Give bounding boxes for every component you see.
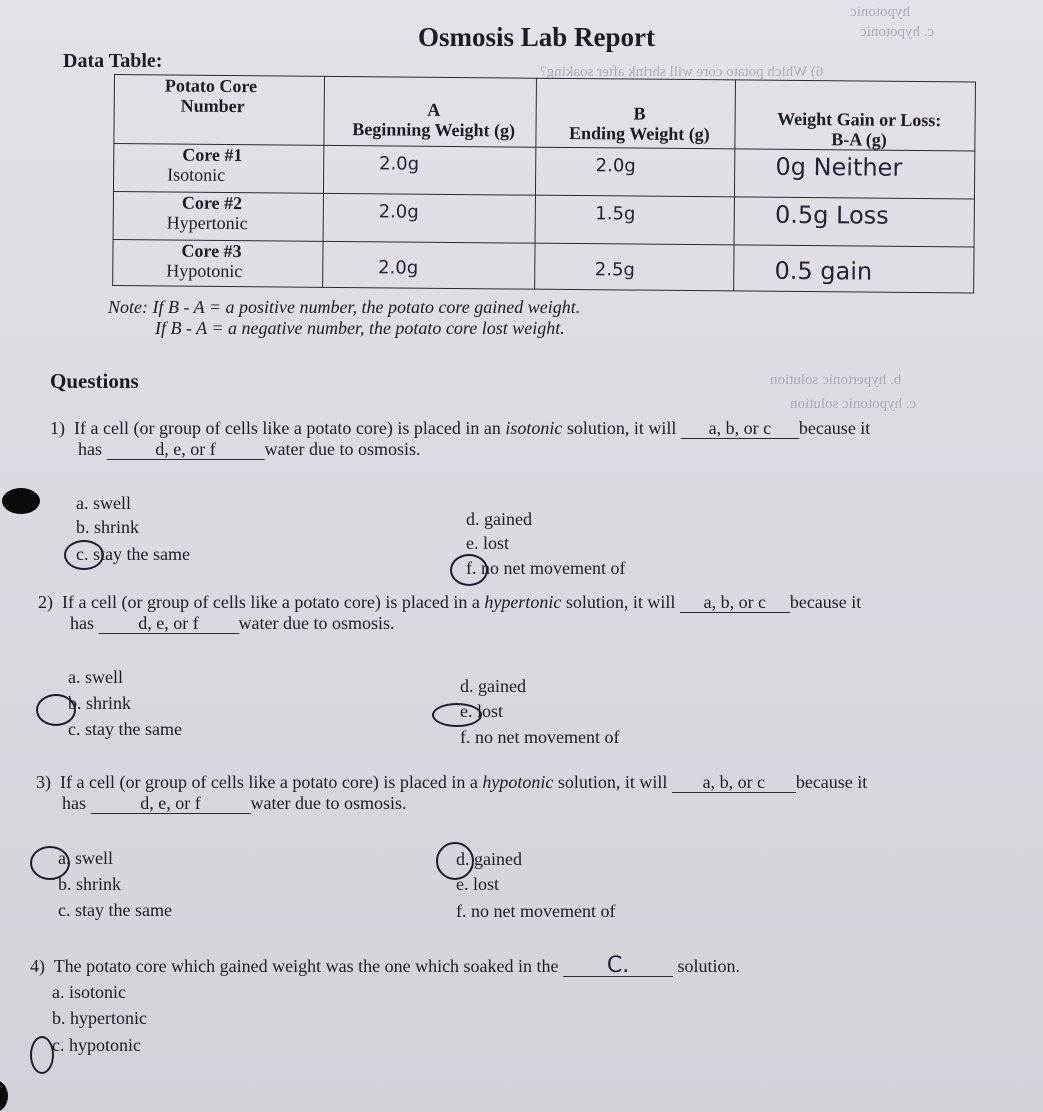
q2-def-blank: d, e, or f xyxy=(99,613,239,634)
cell-end-weight: 2.0g xyxy=(535,147,735,197)
q1-option-d: d. gained xyxy=(466,509,532,529)
cell-weight-change: 0.5g Loss xyxy=(734,197,974,247)
q3-option-d: d. gained xyxy=(456,849,522,869)
cell-weight-change: 0g Neither xyxy=(735,149,975,199)
q1-selected-c-mark xyxy=(64,540,104,570)
cell-core: Core #1 Isotonic xyxy=(113,144,323,194)
q1-option-f: f. no net movement of xyxy=(466,558,626,578)
q1-option-c: c. stay the same xyxy=(76,544,190,564)
q2-option-b: b. shrink xyxy=(68,693,131,713)
question-3: 3) If a cell (or group of cells like a potato core) is placed in a hypotonic solution, it will a, b, or c because it has d, e, or f water due to osmosis. xyxy=(36,772,868,813)
q1-option-b: b. shrink xyxy=(76,517,139,537)
q3-option-f: f. no net movement of xyxy=(456,901,616,921)
cell-begin-weight: 2.0g xyxy=(323,193,535,243)
q2-option-f: f. no net movement of xyxy=(460,727,620,747)
cell-end-weight: 1.5g xyxy=(535,195,735,245)
q3-option-e: e. lost xyxy=(456,874,499,894)
q4-option-b: b. hypertonic xyxy=(52,1008,147,1028)
question-4: 4) The potato core which gained weight was the one which soaked in the C. solution. xyxy=(30,953,741,978)
table-row xyxy=(113,144,974,200)
bleed-through-text: hypotonic xyxy=(850,4,910,20)
question-1: 1) If a cell (or group of cells like a potato core) is placed in an isotonic solution, it will a, b, or c because it has d, e, or f water due to osmosis. xyxy=(50,418,871,459)
header-weight-change: Weight Gain or Loss: B-A (g) xyxy=(735,80,975,151)
header-ending-weight: B Ending Weight (g) xyxy=(535,78,735,149)
cell-begin-weight: 2.0g xyxy=(322,241,534,289)
q1-option-a: a. swell xyxy=(76,493,131,513)
cell-begin-weight: 2.0g xyxy=(323,145,535,195)
note-negative: If B - A = a negative number, the potato core lost weight. xyxy=(155,318,565,338)
q1-def-blank: d, e, or f xyxy=(107,439,265,460)
q2-selected-e-mark xyxy=(432,703,482,727)
punch-hole xyxy=(0,1080,8,1112)
header-beginning-weight: A Beginning Weight (g) xyxy=(324,76,536,147)
data-table xyxy=(112,74,976,294)
cell-end-weight: 2.5g xyxy=(534,243,734,291)
q2-option-d: d. gained xyxy=(460,676,526,696)
table-row xyxy=(113,191,974,247)
q2-option-a: a. swell xyxy=(68,667,123,687)
q2-option-c: c. stay the same xyxy=(68,719,182,739)
q1-option-e: e. lost xyxy=(466,533,509,553)
punch-hole xyxy=(2,488,40,514)
cell-weight-change: 0.5 gain xyxy=(734,245,974,293)
q4-option-c: c. hypotonic xyxy=(52,1035,141,1055)
q1-abc-blank: a, b, or c xyxy=(681,418,799,439)
q4-answer-blank: C. xyxy=(563,956,673,977)
q2-option-e: e. lost xyxy=(460,701,503,721)
q3-option-c: c. stay the same xyxy=(58,900,172,920)
bleed-through-text: c. hypotonic solution xyxy=(790,396,917,412)
q3-def-blank: d, e, or f xyxy=(91,793,251,814)
bleed-through-text: c. hypotonic xyxy=(860,24,935,40)
q4-option-a: a. isotonic xyxy=(52,982,126,1002)
q4-selected-c-mark xyxy=(30,1036,54,1074)
cell-core: Core #2 Hypertonic xyxy=(113,191,323,241)
bleed-through-text: 6) Which potato core will shrink after soaking? xyxy=(540,64,824,80)
page-title: Osmosis Lab Report xyxy=(418,22,656,52)
bleed-through-text: b. hypertonic solution xyxy=(770,372,902,388)
q2-abc-blank: a, b, or c xyxy=(680,592,790,613)
note-positive: Note: If B - A = a positive number, the potato core gained weight. xyxy=(108,297,581,317)
q3-option-b: b. shrink xyxy=(58,874,121,894)
q3-option-a: a. swell xyxy=(58,848,113,868)
questions-heading: Questions xyxy=(50,369,139,393)
table-row xyxy=(113,239,974,293)
q3-abc-blank: a, b, or c xyxy=(672,772,796,793)
cell-core: Core #3 Hypotonic xyxy=(113,239,323,287)
q1-selected-f-mark xyxy=(450,554,488,586)
header-core: Potato Core Number xyxy=(114,75,324,146)
data-table-label: Data Table: xyxy=(63,50,163,72)
table-header-row xyxy=(114,75,976,152)
question-2: 2) If a cell (or group of cells like a potato core) is placed in a hypertonic solution, it will a, b, or c because it has d, e, or f water due to osmosis. xyxy=(38,592,862,633)
